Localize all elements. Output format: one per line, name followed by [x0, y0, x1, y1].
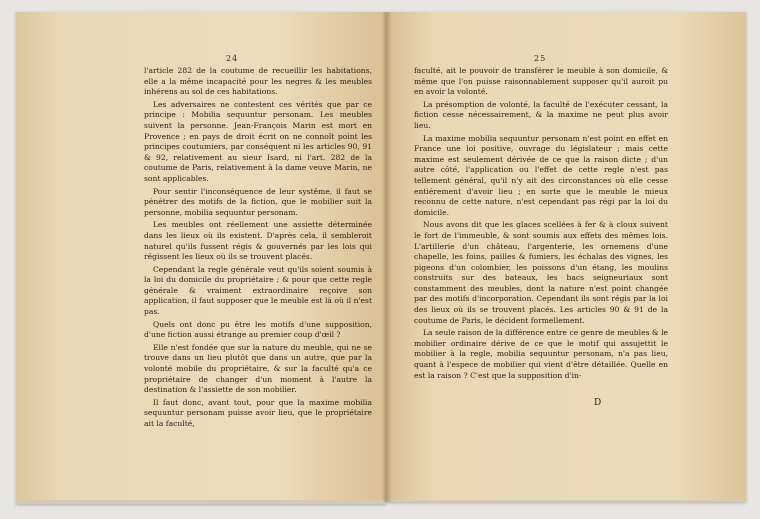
left-page-number: 24	[226, 54, 239, 63]
left-page	[16, 12, 386, 504]
right-page-text	[414, 66, 668, 383]
paragraph: Elle n'est fondée que sur la nature du meuble, qui ne se trouve dans un lieu plutôt que dans un autre, que par la volonté mobile du propriétaire, & sur la faculté qu'a ce propriétaire de changer d'un moment à l'autre la destination & l'assiette de son mobilier.	[144, 342, 372, 395]
paragraph: Les meubles ont réellement une assiette déterminée dans les lieux où ils existent. D'après cela, il sembleroit naturel qu'ils fussent régis & gouvernés par les lois qui régissent les lieux où ils se trouvent placés.	[144, 220, 372, 262]
book-gutter	[382, 12, 392, 502]
paragraph: faculté, ait le pouvoir de transférer le meuble à son domicile, & même que l'on puisse raisonnablement supposer qu'il auroit pu en avoir la volonté.	[414, 66, 668, 97]
paragraph: Pour sentir l'inconséquence de leur systême, il faut se pénétrer des motifs de la fiction, que le mobilier suit la personne, mobilia sequuntur personam.	[144, 186, 372, 217]
left-page-text	[144, 66, 372, 432]
paragraph: La présomption de volonté, la faculté de l'exécuter cessant, la fiction cesse nécessairement, & la maxime ne peut plus avoir lieu.	[414, 99, 668, 130]
paragraph: Quels ont donc pu être les motifs d'une supposition, d'une fiction aussi étrange au premier coup d'œil ?	[144, 319, 372, 340]
paragraph: l'article 282 de la coutume de recueillir les habitations, elle a la même incapacité pour les negres & les meubles inhérens au sol de ces habitations.	[144, 66, 372, 97]
right-page	[386, 12, 746, 502]
paragraph: Il faut donc, avant tout, pour que la maxime mobilia sequuntur personam puisse avoir lieu, que le propriétaire ait la faculté,	[144, 397, 372, 428]
paragraph: La maxime mobilia sequuntur personam n'est point en effet en France une loi positive, ouvrage du législateur ; mais cette maxime est seulement dérivée de ce que la raison dicte ; d'un autre côté, l'application ou l'effet de cette regle n'est pas tellement général, qu'il n'y ait des circonstances où elle cesse entiérement d'avoir lieu ; en sorte que le meuble le mieux reconnu de cette nature, n'est cependant pas régi par la loi du domicile.	[414, 133, 668, 217]
book-spread	[16, 12, 746, 504]
signature-mark: D	[594, 398, 602, 408]
right-page-number: 25	[534, 54, 547, 63]
paragraph: Cependant la regle générale veut qu'ils soient soumis à la loi du domicile du propriétaire ; & pour que cette regle générale & vraiment extraordinaire reçoive son application, il faut supposer que le meuble est là où il n'est pas.	[144, 264, 372, 317]
paragraph: Nous avons dit que les glaces scellées à fer & à cloux suivent le fort de l'immeuble, & sont soumis aux effets des mêmes lois. L'artillerie d'un château, l'argenterie, les ornemens d'une chapelle, les foins, pailles & fumiers, les échalas des vignes, les pigeons d'un colombier, les poissons d'un étang, les moulins construits sur des bateaux, les bacs seigneuriaux sont constamment des meubles, dont la nature n'est point changée par des motifs d'incorporation. Cependant ils sont régis par la loi des lieux où ils se trouvent placés. Les articles 90 & 91 de la coutume de Paris, le décident formellement.	[414, 220, 668, 325]
paragraph: Les adversaires ne contestent ces vérités que par ce principe : Mobilia sequuntur personam. Les meubles suivent la personne. Jean-François Marin est mort en Provence ; en pays de droit écrit on ne connoît point les principes coutumiers, par conséquent ni les articles 90, 91 & 92, relativement au sieur Isard, ni l'art. 282 de la coutume de Paris, relativement à la dame veuve Marin, ne sont applicables.	[144, 99, 372, 183]
paragraph: La seule raison de la différence entre ce genre de meubles & le mobilier ordinaire dérive de ce que le motif qui assujettit le mobilier à la regle, mobilia sequuntur personam, n'a pas lieu, quant à l'espece de mobilier qui vient d'être détaillée. Quelle en est la raison ? C'est que la supposition d'in-	[414, 328, 668, 380]
